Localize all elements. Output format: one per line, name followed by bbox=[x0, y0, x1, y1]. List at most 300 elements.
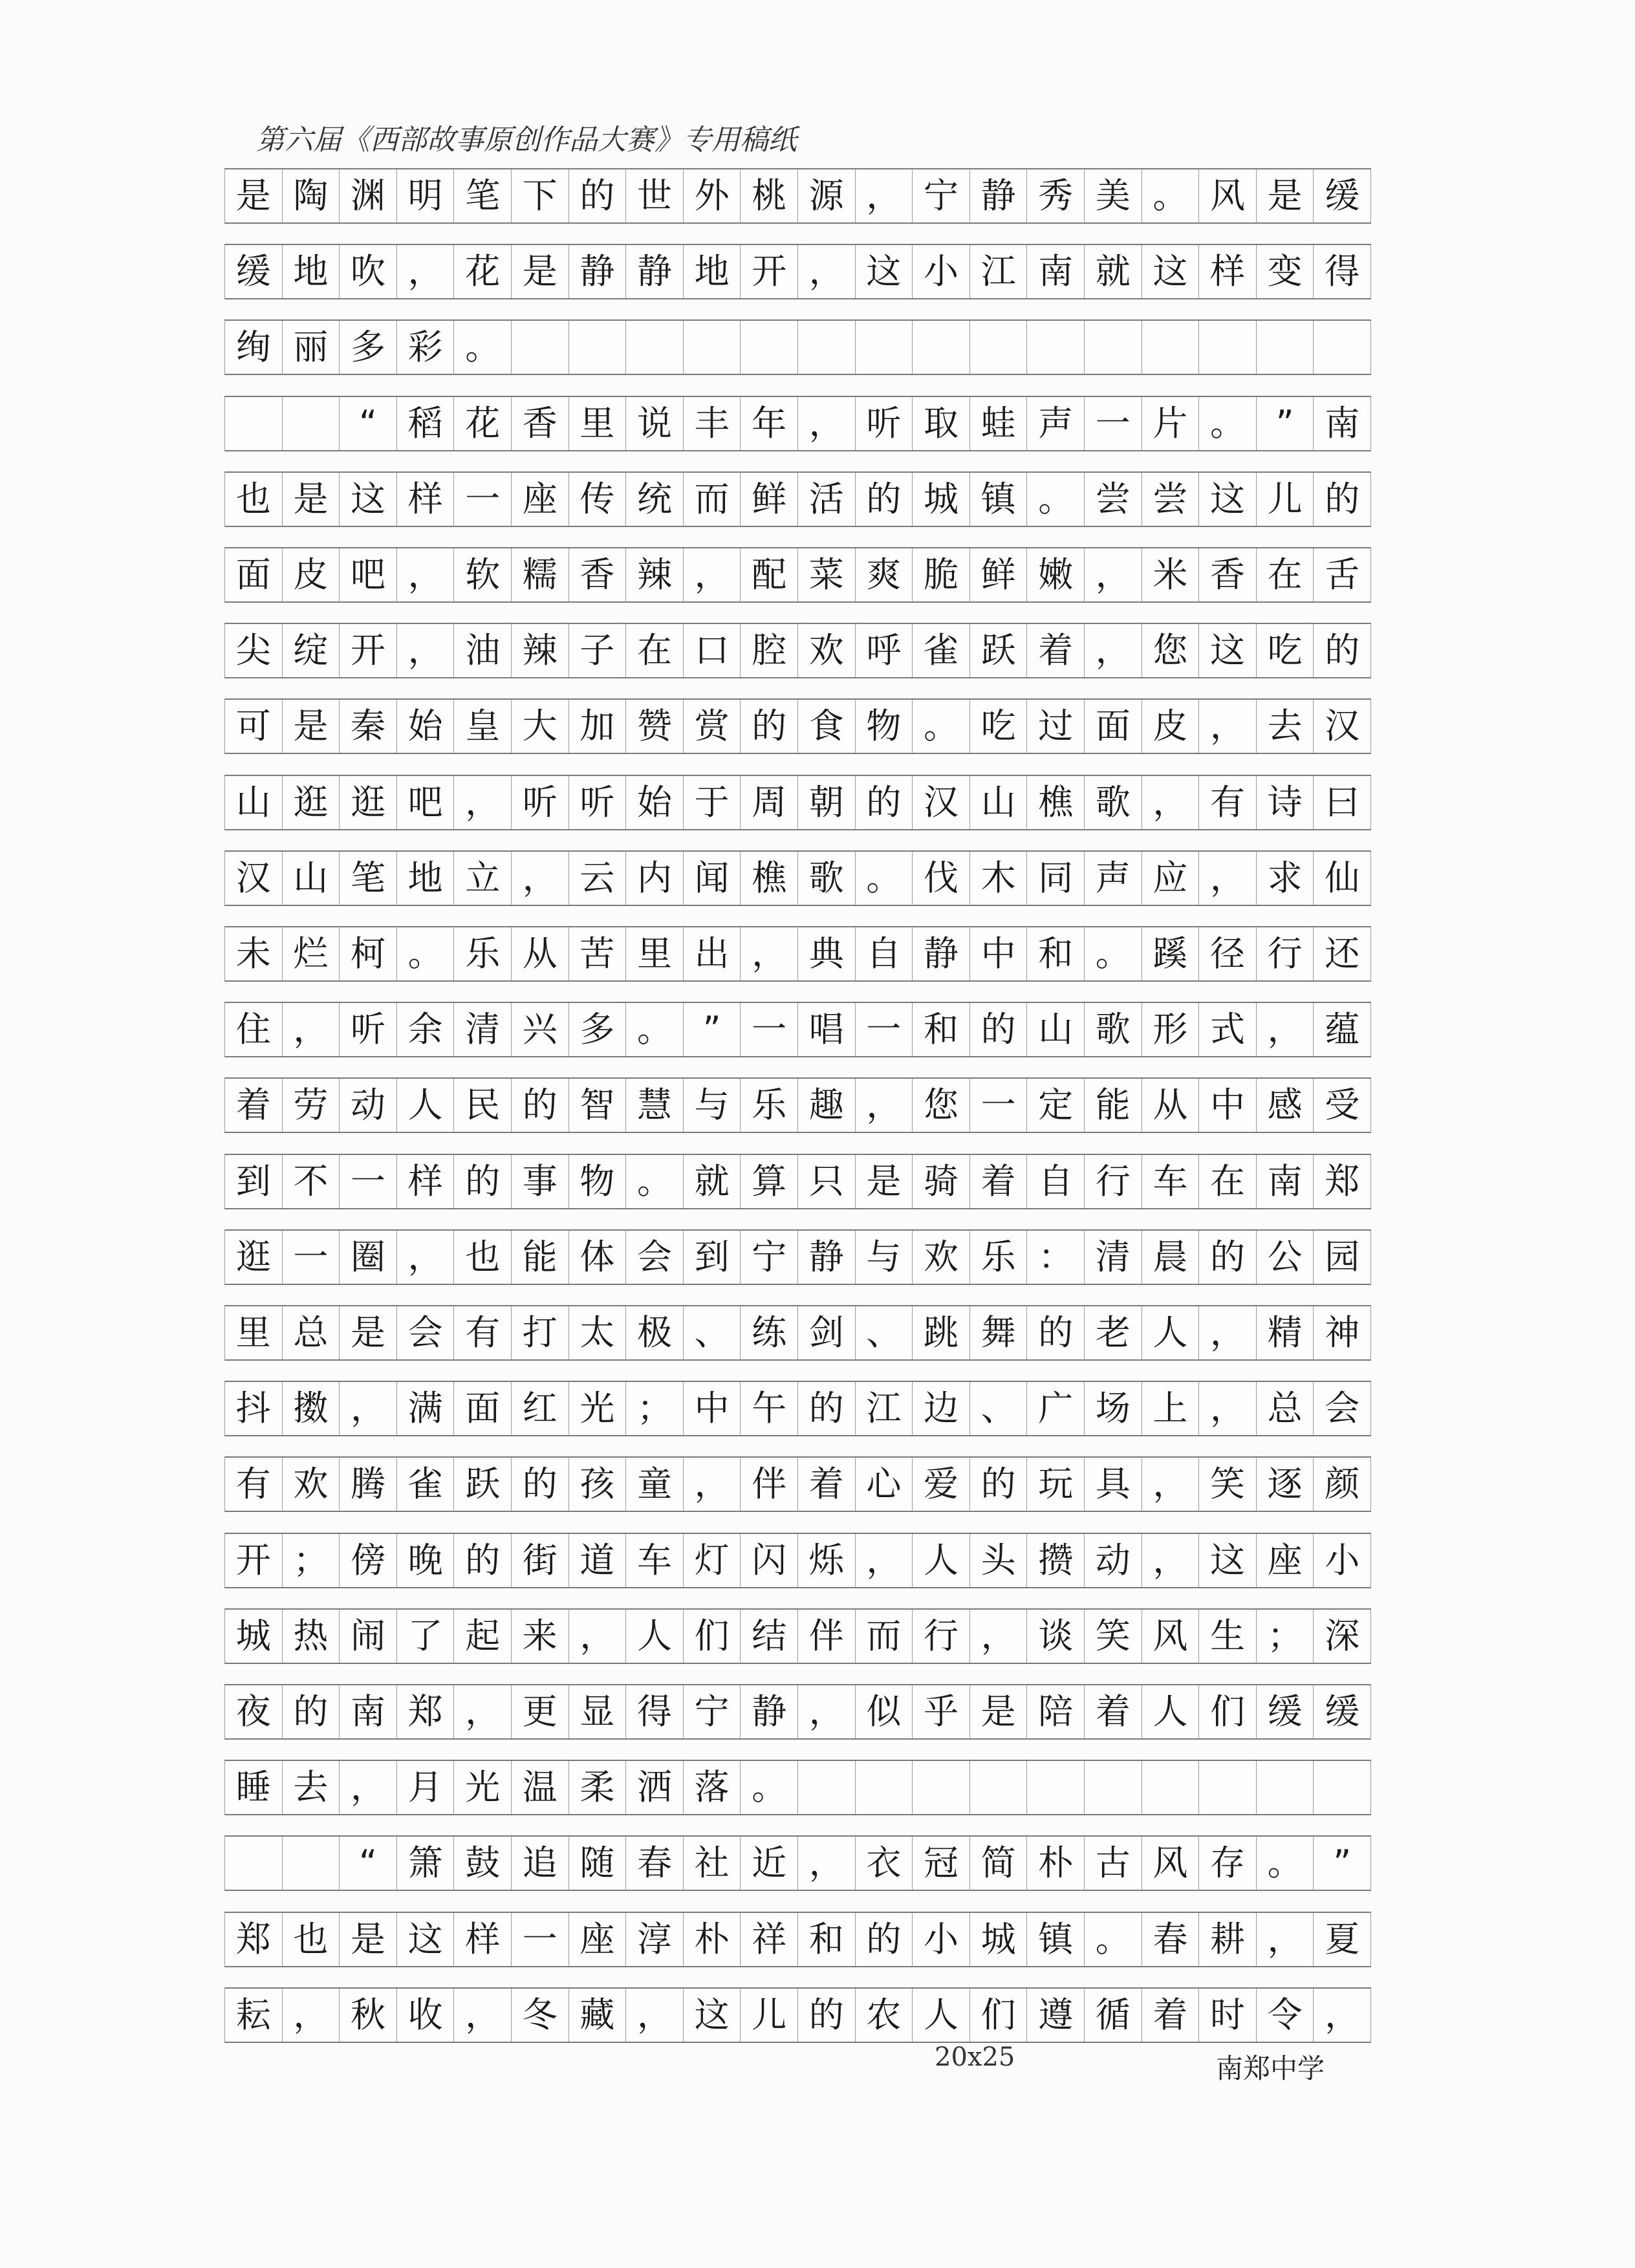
grid-cell: 似 bbox=[856, 1685, 913, 1738]
grid-cell: 们 bbox=[684, 1610, 741, 1663]
grid-cell: 变 bbox=[1257, 245, 1314, 298]
grid-cell: 静 bbox=[741, 1685, 798, 1738]
grid-row bbox=[224, 168, 1371, 224]
grid-cell: 也 bbox=[454, 1231, 512, 1284]
grid-cell: 去 bbox=[283, 1761, 340, 1814]
grid-cell: 的 bbox=[569, 169, 627, 222]
grid-cell: 睡 bbox=[225, 1761, 283, 1814]
grid-cell: 们 bbox=[1199, 1685, 1257, 1738]
grid-cell: 场 bbox=[1085, 1382, 1142, 1435]
grid-cell: ， bbox=[283, 1989, 340, 2042]
grid-cell: 听 bbox=[340, 1003, 397, 1056]
grid-cell: 雀 bbox=[913, 624, 970, 677]
grid-cell: 到 bbox=[684, 1231, 741, 1284]
grid-cell: 。 bbox=[397, 927, 455, 980]
grid-cell: 缓 bbox=[225, 245, 283, 298]
grid-cell: 尝 bbox=[1085, 473, 1142, 526]
grid-cell: 小 bbox=[1314, 1534, 1371, 1587]
grid-cell: 一 bbox=[970, 1079, 1028, 1132]
grid-cell: ， bbox=[856, 169, 913, 222]
grid-cell: 美 bbox=[1085, 169, 1142, 222]
grid-cell: 彩 bbox=[397, 321, 455, 374]
grid-cell: 朴 bbox=[1027, 1837, 1085, 1890]
grid-cell: 神 bbox=[1314, 1306, 1371, 1359]
grid-row bbox=[224, 1987, 1371, 2043]
grid-cell: 抖 bbox=[225, 1382, 283, 1435]
grid-cell: 同 bbox=[1027, 852, 1085, 905]
grid-row bbox=[224, 1154, 1371, 1209]
grid-cell: ” bbox=[1314, 1837, 1371, 1890]
grid-cell: 柯 bbox=[340, 927, 397, 980]
grid-cell bbox=[225, 397, 283, 450]
grid-cell: 一 bbox=[1085, 397, 1142, 450]
grid-cell: 乎 bbox=[913, 1685, 970, 1738]
grid-cell: 秋 bbox=[340, 1989, 397, 2042]
grid-cell: 行 bbox=[1257, 927, 1314, 980]
grid-cell: 脆 bbox=[913, 548, 970, 601]
grid-cell: 皮 bbox=[283, 548, 340, 601]
grid-cell: 这 bbox=[684, 1989, 741, 2042]
grid-cell: 腾 bbox=[340, 1458, 397, 1511]
grid-cell: 智 bbox=[569, 1079, 627, 1132]
grid-cell: 歌 bbox=[1085, 776, 1142, 829]
grid-cell: 未 bbox=[225, 927, 283, 980]
grid-cell: 于 bbox=[684, 776, 741, 829]
grid-cell: 得 bbox=[626, 1685, 684, 1738]
grid-cell: 跃 bbox=[970, 624, 1028, 677]
grid-cell: 广 bbox=[1027, 1382, 1085, 1435]
grid-cell: 跃 bbox=[454, 1458, 512, 1511]
grid-cell: 静 bbox=[798, 1231, 856, 1284]
grid-cell: ， bbox=[1314, 1989, 1371, 2042]
grid-cell: 就 bbox=[1085, 245, 1142, 298]
grid-cell: 道 bbox=[569, 1534, 627, 1587]
grid-cell: 的 bbox=[454, 1155, 512, 1208]
grid-cell: 宁 bbox=[741, 1231, 798, 1284]
grid-cell: 典 bbox=[798, 927, 856, 980]
grid-row bbox=[224, 396, 1371, 451]
grid-cell: 里 bbox=[569, 397, 627, 450]
grid-cell: 更 bbox=[512, 1685, 569, 1738]
grid-cell: 蛙 bbox=[970, 397, 1028, 450]
grid-cell: 配 bbox=[741, 548, 798, 601]
grid-cell: 过 bbox=[1027, 700, 1085, 753]
grid-cell: 会 bbox=[1314, 1382, 1371, 1435]
grid-cell: 是 bbox=[283, 473, 340, 526]
grid-cell: 清 bbox=[1085, 1231, 1142, 1284]
grid-cell: 物 bbox=[856, 700, 913, 753]
grid-cell: 仙 bbox=[1314, 852, 1371, 905]
grid-cell: 还 bbox=[1314, 927, 1371, 980]
grid-cell: 陶 bbox=[283, 169, 340, 222]
grid-row bbox=[224, 850, 1371, 906]
grid-cell: 南 bbox=[1027, 245, 1085, 298]
grid-cell: 物 bbox=[569, 1155, 627, 1208]
grid-cell: 是 bbox=[225, 169, 283, 222]
grid-cell: 是 bbox=[340, 1306, 397, 1359]
grid-cell: 源 bbox=[798, 169, 856, 222]
grid-cell bbox=[970, 321, 1028, 374]
grid-cell: 一 bbox=[340, 1155, 397, 1208]
grid-cell: 座 bbox=[1257, 1534, 1314, 1587]
grid-cell: 稻 bbox=[397, 397, 455, 450]
grid-cell: 乐 bbox=[454, 927, 512, 980]
grid-cell: 爱 bbox=[913, 1458, 970, 1511]
grid-cell: 烂 bbox=[283, 927, 340, 980]
grid-row bbox=[224, 1835, 1371, 1891]
grid-cell: 慧 bbox=[626, 1079, 684, 1132]
grid-cell: 樵 bbox=[1027, 776, 1085, 829]
grid-cell: 丰 bbox=[684, 397, 741, 450]
grid-cell: 闻 bbox=[684, 852, 741, 905]
grid-cell: 。 bbox=[626, 1003, 684, 1056]
grid-cell: ， bbox=[397, 624, 455, 677]
grid-cell: ， bbox=[798, 245, 856, 298]
grid-cell: 笑 bbox=[1199, 1458, 1257, 1511]
grid-cell: 。 bbox=[1085, 1913, 1142, 1966]
grid-cell: 存 bbox=[1199, 1837, 1257, 1890]
grid-cell: 欢 bbox=[798, 624, 856, 677]
grid-cell: 颜 bbox=[1314, 1458, 1371, 1511]
grid-cell: 取 bbox=[913, 397, 970, 450]
grid-cell: 面 bbox=[454, 1382, 512, 1435]
grid-cell: 来 bbox=[512, 1610, 569, 1663]
grid-cell: ， bbox=[626, 1989, 684, 2042]
grid-cell: 的 bbox=[741, 700, 798, 753]
grid-cell: 和 bbox=[913, 1003, 970, 1056]
grid-cell: 欢 bbox=[913, 1231, 970, 1284]
grid-cell bbox=[798, 1761, 856, 1814]
grid-cell: 逛 bbox=[283, 776, 340, 829]
grid-cell bbox=[741, 321, 798, 374]
grid-cell: 歌 bbox=[798, 852, 856, 905]
grid-cell: ， bbox=[1199, 852, 1257, 905]
grid-row bbox=[224, 926, 1371, 982]
grid-cell: 陪 bbox=[1027, 1685, 1085, 1738]
grid-cell: ， bbox=[397, 1231, 455, 1284]
grid-cell: 面 bbox=[225, 548, 283, 601]
grid-cell: 结 bbox=[741, 1610, 798, 1663]
grid-cell: 满 bbox=[397, 1382, 455, 1435]
grid-cell: 藏 bbox=[569, 1989, 627, 2042]
grid-cell: 缓 bbox=[1314, 1685, 1371, 1738]
grid-cell: 桃 bbox=[741, 169, 798, 222]
grid-cell: 劳 bbox=[283, 1079, 340, 1132]
grid-cell bbox=[1199, 1761, 1257, 1814]
grid-cell: ” bbox=[684, 1003, 741, 1056]
grid-cell: 。 bbox=[454, 321, 512, 374]
grid-cell: ， bbox=[1085, 548, 1142, 601]
grid-cell: 去 bbox=[1257, 700, 1314, 753]
grid-cell: 光 bbox=[569, 1382, 627, 1435]
grid-cell: 着 bbox=[1142, 1989, 1200, 2042]
grid-cell: 的 bbox=[798, 1989, 856, 2042]
grid-cell: 晚 bbox=[397, 1534, 455, 1587]
grid-row bbox=[224, 1684, 1371, 1740]
grid-cell: 尝 bbox=[1142, 473, 1200, 526]
grid-cell: 开 bbox=[741, 245, 798, 298]
grid-cell: ， bbox=[798, 1837, 856, 1890]
grid-cell: 鲜 bbox=[970, 548, 1028, 601]
grid-row bbox=[224, 775, 1371, 830]
grid-cell: ， bbox=[1085, 624, 1142, 677]
grid-cell: 红 bbox=[512, 1382, 569, 1435]
grid-cell: 祥 bbox=[741, 1913, 798, 1966]
grid-cell bbox=[512, 321, 569, 374]
grid-cell: 夏 bbox=[1314, 1913, 1371, 1966]
grid-cell: 耘 bbox=[225, 1989, 283, 2042]
grid-row bbox=[224, 1229, 1371, 1285]
grid-cell: 静 bbox=[626, 245, 684, 298]
grid-cell: 是 bbox=[512, 245, 569, 298]
grid-cell: 宁 bbox=[913, 169, 970, 222]
grid-cell: 也 bbox=[283, 1913, 340, 1966]
grid-cell: 下 bbox=[512, 169, 569, 222]
grid-cell: 。 bbox=[1199, 397, 1257, 450]
grid-cell: 深 bbox=[1314, 1610, 1371, 1663]
grid-cell bbox=[1314, 321, 1371, 374]
grid-cell: 到 bbox=[225, 1155, 283, 1208]
grid-cell: ： bbox=[1027, 1231, 1085, 1284]
grid-cell: 吃 bbox=[970, 700, 1028, 753]
grid-cell: 春 bbox=[626, 1837, 684, 1890]
grid-cell: 中 bbox=[1199, 1079, 1257, 1132]
grid-cell: 山 bbox=[1027, 1003, 1085, 1056]
grid-cell: 静 bbox=[913, 927, 970, 980]
grid-cell: 腔 bbox=[741, 624, 798, 677]
grid-cell: 只 bbox=[798, 1155, 856, 1208]
grid-cell: 、 bbox=[970, 1382, 1028, 1435]
grid-cell: 行 bbox=[913, 1610, 970, 1663]
grid-cell: 郑 bbox=[225, 1913, 283, 1966]
grid-cell: 蹊 bbox=[1142, 927, 1200, 980]
grid-cell: 从 bbox=[512, 927, 569, 980]
grid-cell: 油 bbox=[454, 624, 512, 677]
grid-cell: 这 bbox=[1199, 1534, 1257, 1587]
grid-cell bbox=[798, 321, 856, 374]
grid-cell: 中 bbox=[970, 927, 1028, 980]
grid-cell: 中 bbox=[684, 1382, 741, 1435]
grid-cell: 朴 bbox=[684, 1913, 741, 1966]
grid-cell: 动 bbox=[340, 1079, 397, 1132]
writing-grid bbox=[224, 168, 1371, 2035]
grid-cell: 汉 bbox=[913, 776, 970, 829]
grid-cell: 会 bbox=[397, 1306, 455, 1359]
grid-cell: 里 bbox=[225, 1306, 283, 1359]
grid-cell: 冠 bbox=[913, 1837, 970, 1890]
grid-cell: 就 bbox=[684, 1155, 741, 1208]
grid-cell: 风 bbox=[1142, 1837, 1200, 1890]
grid-cell: 静 bbox=[569, 245, 627, 298]
grid-cell: 自 bbox=[856, 927, 913, 980]
grid-cell: 静 bbox=[970, 169, 1028, 222]
grid-row bbox=[224, 471, 1371, 527]
grid-cell: 儿 bbox=[1257, 473, 1314, 526]
grid-cell: 米 bbox=[1142, 548, 1200, 601]
grid-cell: 不 bbox=[283, 1155, 340, 1208]
grid-cell: 郑 bbox=[1314, 1155, 1371, 1208]
grid-cell: 有 bbox=[1199, 776, 1257, 829]
grid-row bbox=[224, 1608, 1371, 1664]
grid-cell: 朝 bbox=[798, 776, 856, 829]
grid-cell: ， bbox=[684, 548, 741, 601]
grid-cell: 人 bbox=[913, 1534, 970, 1587]
grid-cell: 跳 bbox=[913, 1306, 970, 1359]
grid-cell: 一 bbox=[512, 1913, 569, 1966]
grid-cell: 有 bbox=[454, 1306, 512, 1359]
grid-cell: 山 bbox=[970, 776, 1028, 829]
grid-cell: 统 bbox=[626, 473, 684, 526]
grid-cell: 皮 bbox=[1142, 700, 1200, 753]
grid-cell: 笑 bbox=[1085, 1610, 1142, 1663]
grid-cell: 内 bbox=[626, 852, 684, 905]
grid-cell: 样 bbox=[397, 1155, 455, 1208]
grid-cell: 。 bbox=[626, 1155, 684, 1208]
grid-cell: 算 bbox=[741, 1155, 798, 1208]
grid-cell: 雀 bbox=[397, 1458, 455, 1511]
grid-cell: 出 bbox=[684, 927, 741, 980]
grid-cell: 绚 bbox=[225, 321, 283, 374]
grid-cell: 生 bbox=[1199, 1610, 1257, 1663]
grid-cell: 逐 bbox=[1257, 1458, 1314, 1511]
grid-cell: 地 bbox=[684, 245, 741, 298]
grid-cell: 闹 bbox=[340, 1610, 397, 1663]
grid-cell: 吃 bbox=[1257, 624, 1314, 677]
grid-row bbox=[224, 623, 1371, 678]
grid-cell: 乐 bbox=[741, 1079, 798, 1132]
grid-cell: 的 bbox=[454, 1534, 512, 1587]
grid-cell: 南 bbox=[1257, 1155, 1314, 1208]
grid-cell: ， bbox=[340, 1761, 397, 1814]
grid-cell: 乐 bbox=[970, 1231, 1028, 1284]
grid-cell: 会 bbox=[626, 1231, 684, 1284]
grid-cell: 们 bbox=[970, 1989, 1028, 2042]
grid-cell: 赞 bbox=[626, 700, 684, 753]
grid-cell: 着 bbox=[1085, 1685, 1142, 1738]
grid-cell: 诗 bbox=[1257, 776, 1314, 829]
grid-cell bbox=[1085, 321, 1142, 374]
grid-cell: 伐 bbox=[913, 852, 970, 905]
grid-cell: ， bbox=[454, 776, 512, 829]
grid-row bbox=[224, 1760, 1371, 1815]
grid-cell: 吹 bbox=[340, 245, 397, 298]
grid-cell: 人 bbox=[1142, 1306, 1200, 1359]
grid-cell: 这 bbox=[397, 1913, 455, 1966]
grid-cell: 始 bbox=[626, 776, 684, 829]
grid-cell: 动 bbox=[1085, 1534, 1142, 1587]
grid-cell: 听 bbox=[512, 776, 569, 829]
grid-cell: 这 bbox=[856, 245, 913, 298]
grid-cell: 地 bbox=[397, 852, 455, 905]
grid-cell: 小 bbox=[913, 1913, 970, 1966]
grid-cell: 香 bbox=[569, 548, 627, 601]
grid-cell: ， bbox=[684, 1458, 741, 1511]
grid-cell: 而 bbox=[856, 1610, 913, 1663]
grid-cell: 样 bbox=[454, 1913, 512, 1966]
grid-cell: 城 bbox=[970, 1913, 1028, 1966]
grid-cell: 柔 bbox=[569, 1761, 627, 1814]
grid-cell bbox=[1142, 321, 1200, 374]
grid-cell: 样 bbox=[1199, 245, 1257, 298]
grid-cell: 唱 bbox=[798, 1003, 856, 1056]
grid-cell: 镇 bbox=[1027, 1913, 1085, 1966]
grid-cell: 心 bbox=[856, 1458, 913, 1511]
grid-cell bbox=[626, 321, 684, 374]
grid-cell: 郑 bbox=[397, 1685, 455, 1738]
grid-cell: 简 bbox=[970, 1837, 1028, 1890]
grid-cell: 曰 bbox=[1314, 776, 1371, 829]
grid-cell: 歌 bbox=[1085, 1003, 1142, 1056]
grid-cell: ， bbox=[1257, 1003, 1314, 1056]
grid-cell: 淳 bbox=[626, 1913, 684, 1966]
grid-cell: 笔 bbox=[340, 852, 397, 905]
grid-cell: 香 bbox=[512, 397, 569, 450]
grid-cell: 耕 bbox=[1199, 1913, 1257, 1966]
grid-cell bbox=[569, 321, 627, 374]
grid-cell: 的 bbox=[798, 1382, 856, 1435]
grid-cell: 多 bbox=[569, 1003, 627, 1056]
grid-cell bbox=[1027, 321, 1085, 374]
grid-row bbox=[224, 1002, 1371, 1057]
grid-cell: 追 bbox=[512, 1837, 569, 1890]
grid-cell: 这 bbox=[1199, 624, 1257, 677]
grid-cell: 古 bbox=[1085, 1837, 1142, 1890]
grid-cell: 逛 bbox=[225, 1231, 283, 1284]
grid-cell: 是 bbox=[970, 1685, 1028, 1738]
grid-cell: 攒 bbox=[1027, 1534, 1085, 1587]
grid-cell: ； bbox=[626, 1382, 684, 1435]
grid-cell: 能 bbox=[512, 1231, 569, 1284]
grid-cell: 感 bbox=[1257, 1079, 1314, 1132]
grid-size-label: 20x25 bbox=[935, 2042, 1015, 2072]
grid-cell: 午 bbox=[741, 1382, 798, 1435]
grid-cell: 具 bbox=[1085, 1458, 1142, 1511]
grid-cell: ， bbox=[856, 1079, 913, 1132]
grid-cell: 的 bbox=[856, 776, 913, 829]
grid-cell: 与 bbox=[684, 1079, 741, 1132]
grid-cell: 传 bbox=[569, 473, 627, 526]
grid-cell: 镇 bbox=[970, 473, 1028, 526]
grid-cell: 是 bbox=[856, 1155, 913, 1208]
grid-cell: 与 bbox=[856, 1231, 913, 1284]
grid-cell: 小 bbox=[913, 245, 970, 298]
grid-cell: ， bbox=[1142, 776, 1200, 829]
grid-cell: 着 bbox=[970, 1155, 1028, 1208]
grid-cell: 多 bbox=[340, 321, 397, 374]
grid-cell: 渊 bbox=[340, 169, 397, 222]
grid-row bbox=[224, 1456, 1371, 1512]
grid-cell: ” bbox=[1257, 397, 1314, 450]
grid-cell: 里 bbox=[626, 927, 684, 980]
grid-cell: 爽 bbox=[856, 548, 913, 601]
grid-cell: 逛 bbox=[340, 776, 397, 829]
grid-cell bbox=[283, 397, 340, 450]
grid-cell: 您 bbox=[1142, 624, 1200, 677]
grid-cell: 从 bbox=[1142, 1079, 1200, 1132]
grid-cell: 显 bbox=[569, 1685, 627, 1738]
grid-cell: 南 bbox=[340, 1685, 397, 1738]
grid-cell: ， bbox=[397, 245, 455, 298]
grid-cell: 体 bbox=[569, 1231, 627, 1284]
grid-cell: 地 bbox=[283, 245, 340, 298]
grid-cell: 云 bbox=[569, 852, 627, 905]
grid-cell: ， bbox=[569, 1610, 627, 1663]
grid-cell: 风 bbox=[1142, 1610, 1200, 1663]
grid-cell: 人 bbox=[1142, 1685, 1200, 1738]
grid-cell: ， bbox=[454, 1989, 512, 2042]
grid-cell: 人 bbox=[397, 1079, 455, 1132]
grid-cell: 人 bbox=[913, 1989, 970, 2042]
